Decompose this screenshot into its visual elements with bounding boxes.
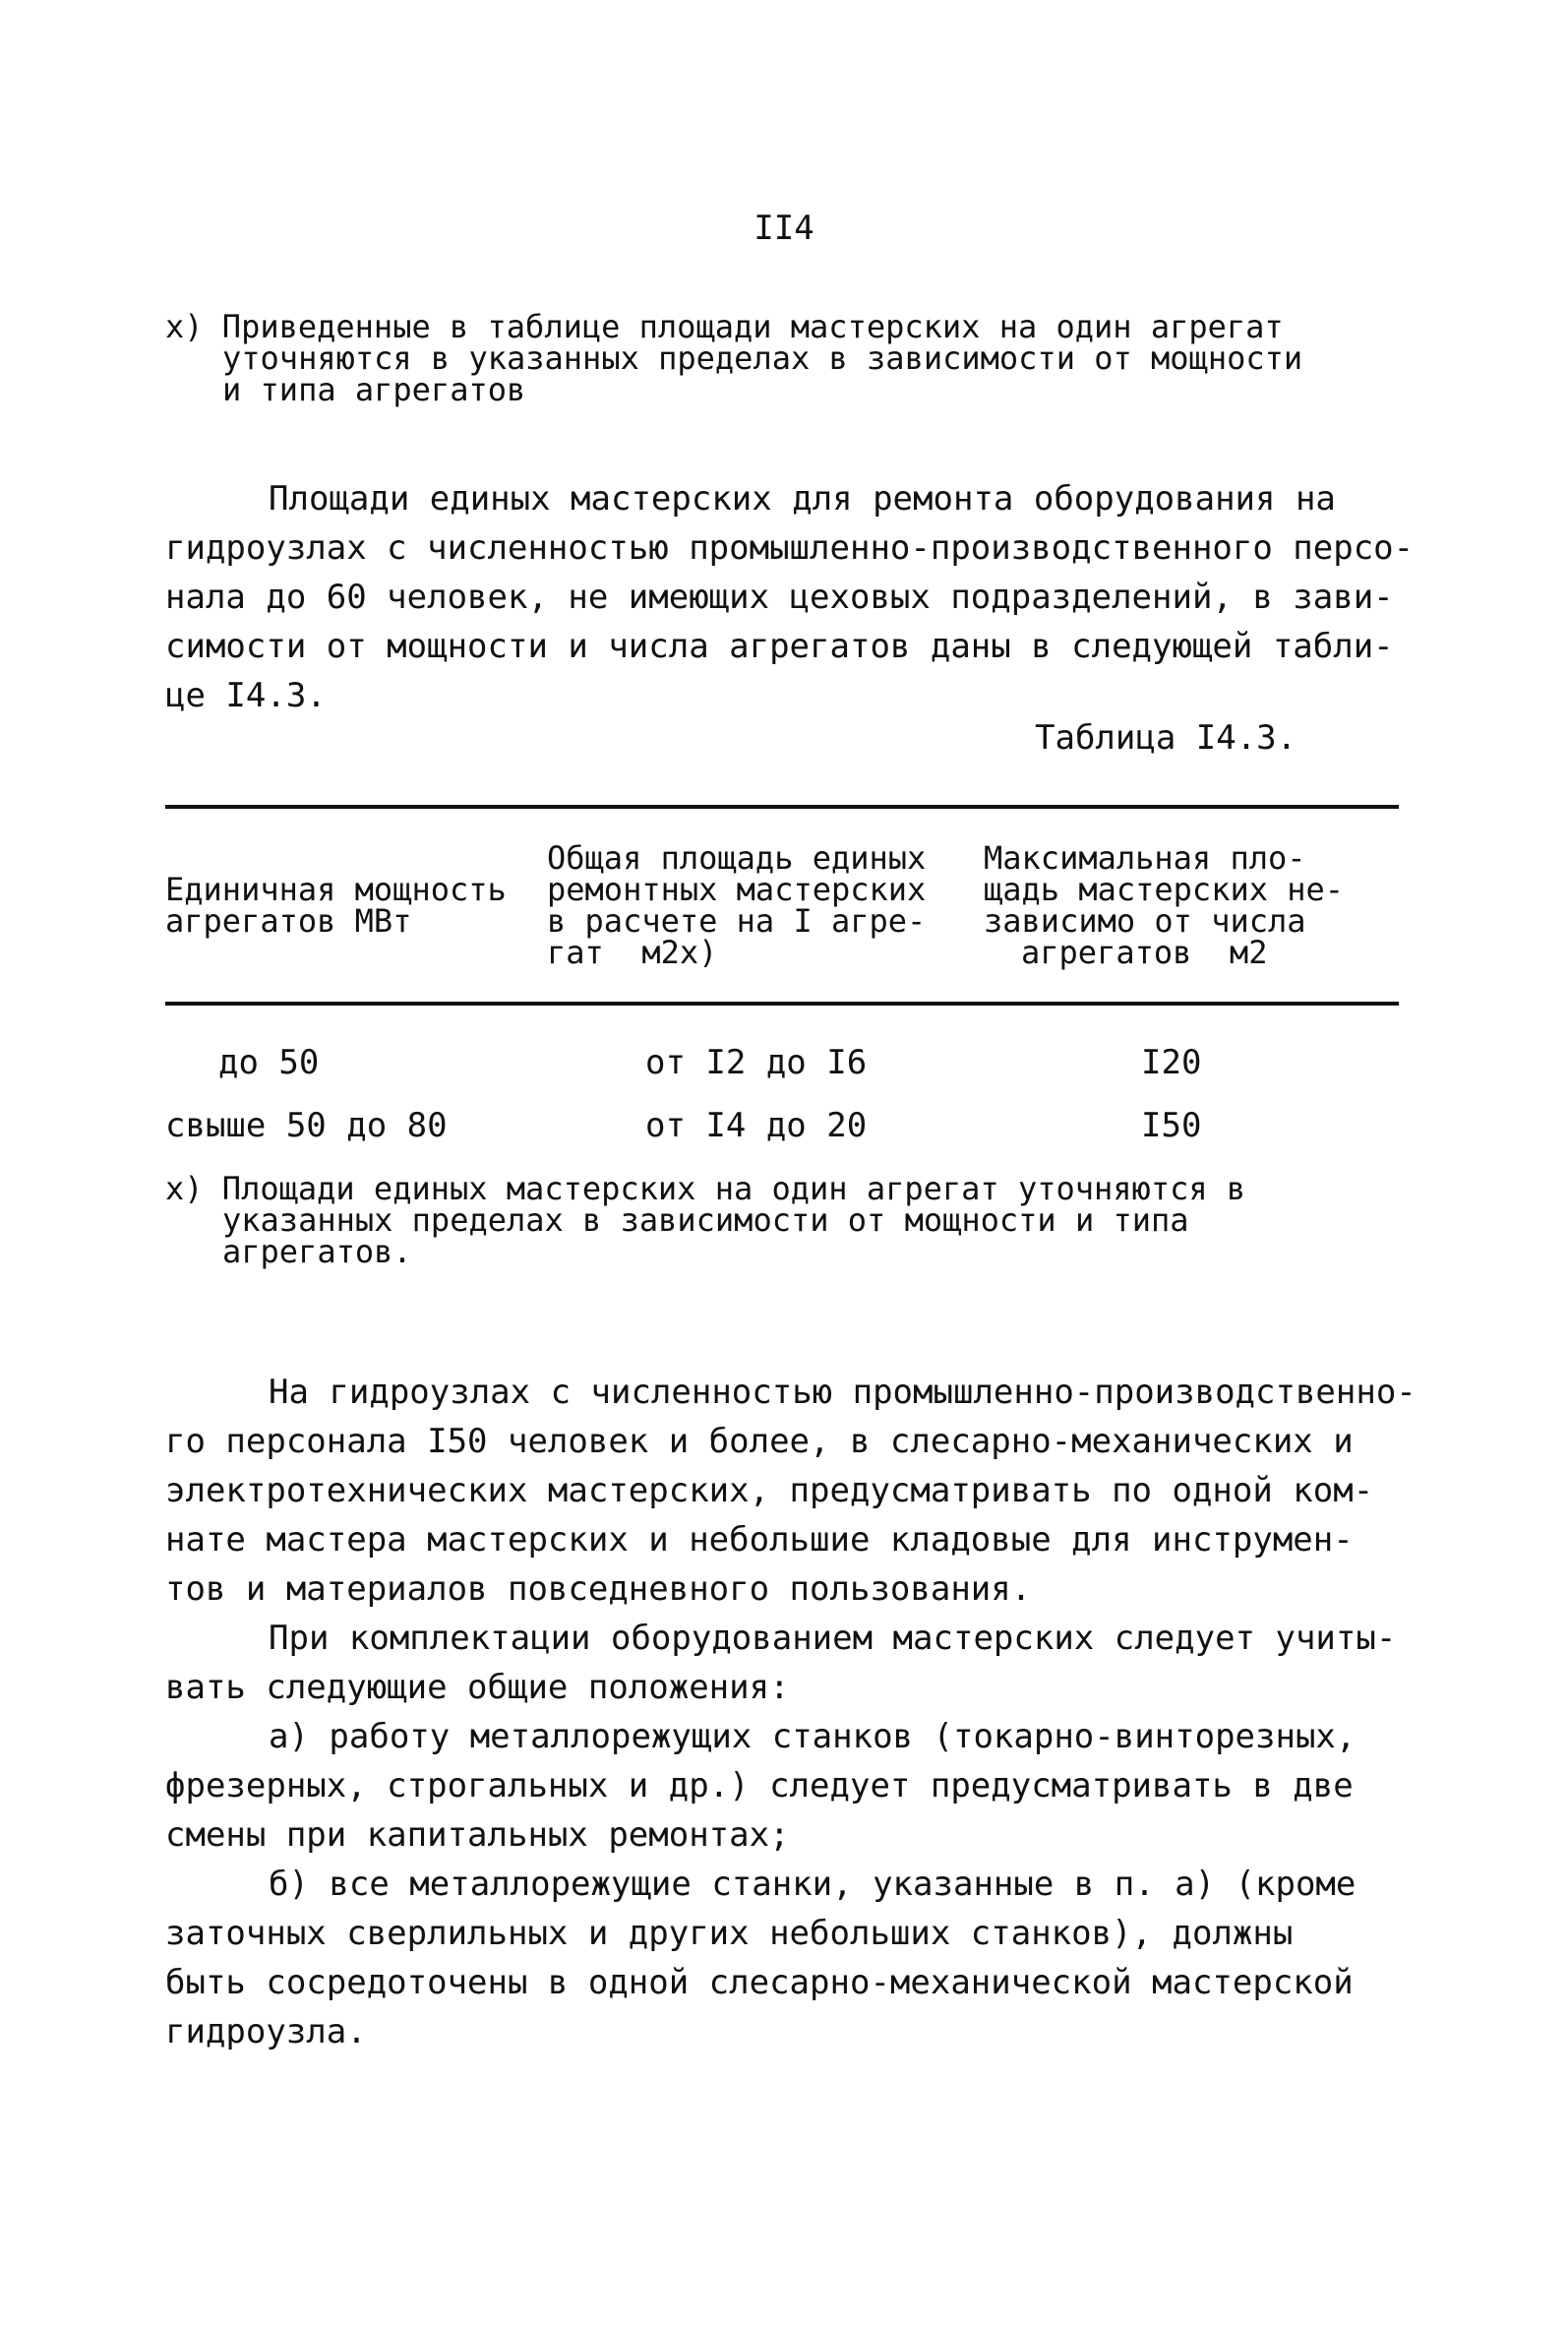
paragraph-line: симости от мощности и числа агрегатов даны в следующей табли- [165, 627, 1394, 666]
header-line: зависимо от числа [984, 902, 1306, 940]
table-cell: I50 [1141, 1106, 1202, 1145]
header-line: агрегатов м2 [1021, 934, 1268, 971]
footnote-line: x) Площади единых мастерских на один агрегат уточняются в [165, 1170, 1246, 1207]
table-top-rule [165, 805, 1399, 809]
body-paragraph [165, 1368, 1417, 1614]
paragraph-line: це I4.3. [165, 676, 327, 715]
header-line: Общая площадь единых [547, 839, 927, 877]
paragraph-line: При комплектации оборудованием мастерских следует учиты- [269, 1619, 1397, 1658]
paragraph-line: заточных сверлильных и других небольших станков), должны [165, 1914, 1294, 1953]
body-paragraph [165, 1860, 1356, 2056]
page-number: II4 [754, 209, 814, 248]
table-title: Таблица I4.3. [1035, 718, 1297, 758]
paragraph-line: фрезерных, строгальных и др.) следует предусматривать в две [165, 1766, 1354, 1805]
header-line: щадь мастерских не- [984, 871, 1345, 908]
intro-paragraph [165, 474, 1414, 720]
paragraph-line: вать следующие общие положения: [165, 1668, 790, 1707]
footnote-line: агрегатов. [222, 1233, 412, 1270]
paragraph-line: б) все металлорежущие станки, указанные в п. а) (кроме [269, 1865, 1357, 1904]
paragraph-line: нате мастера мастерских и небольшие кладовые для инструмен- [165, 1520, 1354, 1560]
table-header-power [165, 842, 507, 940]
table-footnote [165, 1170, 1246, 1270]
paragraph-line: го персонала I50 человек и более, в слесарно-механических и [165, 1422, 1354, 1461]
paragraph-line: быть сосредоточены в одной слесарно-механической мастерской [165, 1963, 1354, 2002]
footnote-line: x) Приведенные в таблице площади мастерских на один агрегат [165, 308, 1284, 345]
table-header-rule [165, 1002, 1399, 1006]
table-header-max-area [984, 839, 1345, 971]
header-line: Максимальная пло- [984, 839, 1306, 877]
header-line: гат м2х) [547, 934, 718, 971]
footnote-line: указанных пределах в зависимости от мощности и типа [222, 1201, 1189, 1239]
table-cell: свыше 50 до 80 [165, 1106, 448, 1145]
header-line: агрегатов МВт [165, 902, 412, 940]
table-cell: I20 [1141, 1043, 1202, 1082]
header-line: в расчете на I агре- [547, 902, 927, 940]
footnote-line: уточняются в указанных пределах в зависимости от мощности [222, 339, 1303, 377]
table-header-area [547, 839, 927, 971]
paragraph-line: Площади единых мастерских для ремонта оборудования на [269, 479, 1336, 519]
table-cell: от I4 до 20 [645, 1106, 868, 1145]
paragraph-line: гидроузлах с численностью промышленно-производственного персо- [165, 528, 1415, 568]
body-paragraph [165, 1712, 1356, 1860]
table-cell: от I2 до I6 [645, 1043, 868, 1082]
footnote-line: и типа агрегатов [222, 371, 526, 408]
header-line: Единичная мощность [165, 871, 507, 908]
table-cell: до 50 [218, 1043, 320, 1082]
header-line: ремонтных мастерских [547, 871, 927, 908]
paragraph-line: нала до 60 человек, не имеющих цеховых подразделений, в зави- [165, 578, 1394, 617]
paragraph-line: электротехнических мастерских, предусматривать по одной ком- [165, 1471, 1374, 1510]
paragraph-line: гидроузла. [165, 2012, 367, 2051]
top-footnote [165, 308, 1303, 408]
body-paragraph [165, 1614, 1396, 1712]
paragraph-line: а) работу металлорежущих станков (токарно-винторезных, [269, 1717, 1357, 1756]
paragraph-line: тов и материалов повседневного пользования. [165, 1569, 1032, 1609]
paragraph-line: смены при капитальных ремонтах; [165, 1815, 790, 1855]
paragraph-line: На гидроузлах с численностью промышленно-производственно- [269, 1373, 1417, 1412]
